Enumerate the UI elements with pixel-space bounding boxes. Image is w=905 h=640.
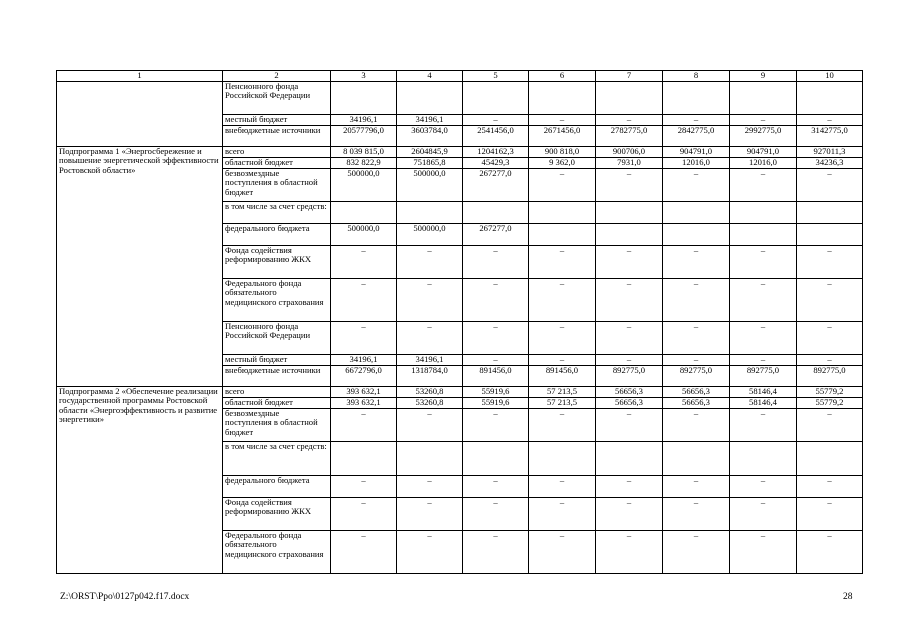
value-cell: 892775,0	[596, 366, 663, 387]
funding-source-cell: всего	[223, 387, 331, 398]
value-cell: –	[797, 476, 863, 498]
value-cell: –	[596, 246, 663, 279]
value-cell: 34196,1	[331, 355, 397, 366]
value-cell: 500000,0	[331, 169, 397, 202]
value-cell: –	[463, 409, 529, 442]
value-cell: 57 213,5	[529, 398, 596, 409]
table-row	[57, 387, 863, 398]
funding-source-cell: областной бюджет	[223, 398, 331, 409]
value-cell: 55779,2	[797, 387, 863, 398]
table-row	[57, 82, 863, 115]
value-cell: 34196,1	[397, 355, 463, 366]
value-cell: –	[797, 498, 863, 531]
value-cell: 2992775,0	[730, 126, 797, 147]
column-header-4: 4	[397, 71, 463, 82]
value-cell: 904791,0	[663, 147, 730, 158]
value-cell: 20577796,0	[331, 126, 397, 147]
funding-source-cell: всего	[223, 147, 331, 158]
value-cell: 751865,8	[397, 158, 463, 169]
value-cell	[663, 202, 730, 224]
value-cell: –	[529, 531, 596, 574]
value-cell: –	[463, 279, 529, 322]
page-number: 28	[843, 592, 853, 602]
funding-source-cell: федерального бюджета	[223, 476, 331, 498]
value-cell: –	[331, 322, 397, 355]
funding-source-cell: Фонда содействия реформированию ЖКХ	[223, 246, 331, 279]
value-cell: –	[663, 279, 730, 322]
table-body	[57, 82, 863, 574]
value-cell: –	[331, 476, 397, 498]
value-cell: 393 632,1	[331, 387, 397, 398]
value-cell	[463, 82, 529, 115]
value-cell: 8 039 815,0	[331, 147, 397, 158]
header-row	[57, 71, 863, 82]
value-cell: –	[797, 115, 863, 126]
value-cell	[463, 202, 529, 224]
budget-table	[56, 70, 863, 574]
funding-source-cell: Федерального фонда обязательного медицинского страхования	[223, 279, 331, 322]
value-cell: –	[797, 279, 863, 322]
value-cell: –	[463, 498, 529, 531]
value-cell: –	[463, 476, 529, 498]
value-cell: –	[331, 279, 397, 322]
value-cell: 500000,0	[331, 224, 397, 246]
funding-source-cell: внебюджетные источники	[223, 366, 331, 387]
value-cell: –	[730, 169, 797, 202]
value-cell	[397, 442, 463, 476]
value-cell: 56656,3	[663, 398, 730, 409]
column-header-6: 6	[529, 71, 596, 82]
funding-source-cell: областной бюджет	[223, 158, 331, 169]
value-cell: –	[397, 246, 463, 279]
value-cell: 53260,8	[397, 387, 463, 398]
value-cell: 34196,1	[331, 115, 397, 126]
value-cell	[730, 442, 797, 476]
value-cell: 892775,0	[663, 366, 730, 387]
value-cell: –	[596, 531, 663, 574]
value-cell: 45429,3	[463, 158, 529, 169]
value-cell: –	[663, 498, 730, 531]
value-cell: –	[797, 246, 863, 279]
value-cell: 12016,0	[663, 158, 730, 169]
value-cell: –	[529, 498, 596, 531]
value-cell: –	[730, 498, 797, 531]
value-cell	[397, 82, 463, 115]
value-cell: –	[663, 115, 730, 126]
program-name-cell: Подпрограмма 1 «Энергосбережение и повышение энергетической эффективности Ростовской области»	[57, 147, 223, 387]
column-header-2: 2	[223, 71, 331, 82]
value-cell: –	[730, 531, 797, 574]
value-cell: 1204162,3	[463, 147, 529, 158]
value-cell: 55919,6	[463, 387, 529, 398]
value-cell: –	[397, 322, 463, 355]
value-cell	[596, 224, 663, 246]
value-cell: 1318784,0	[397, 366, 463, 387]
value-cell: –	[730, 409, 797, 442]
program-name-cell	[57, 82, 223, 147]
funding-source-cell: внебюджетные источники	[223, 126, 331, 147]
value-cell: –	[730, 355, 797, 366]
value-cell: 55919,6	[463, 398, 529, 409]
value-cell: –	[331, 498, 397, 531]
value-cell: 267277,0	[463, 169, 529, 202]
value-cell: 892775,0	[797, 366, 863, 387]
value-cell: –	[797, 355, 863, 366]
column-header-1: 1	[57, 71, 223, 82]
value-cell: –	[596, 498, 663, 531]
value-cell: –	[730, 322, 797, 355]
value-cell	[397, 202, 463, 224]
table-row	[57, 147, 863, 158]
funding-source-cell: Пенсионного фонда Российской Федерации	[223, 82, 331, 115]
value-cell: 2604845,9	[397, 147, 463, 158]
value-cell: 2541456,0	[463, 126, 529, 147]
value-cell: 9 362,0	[529, 158, 596, 169]
value-cell: –	[730, 476, 797, 498]
value-cell	[529, 202, 596, 224]
value-cell: –	[596, 409, 663, 442]
value-cell: 12016,0	[730, 158, 797, 169]
value-cell: 904791,0	[730, 147, 797, 158]
value-cell: 891456,0	[463, 366, 529, 387]
value-cell: –	[529, 355, 596, 366]
column-header-5: 5	[463, 71, 529, 82]
value-cell: –	[529, 246, 596, 279]
value-cell	[331, 442, 397, 476]
value-cell: –	[529, 115, 596, 126]
value-cell: –	[529, 476, 596, 498]
value-cell: 891456,0	[529, 366, 596, 387]
value-cell	[596, 202, 663, 224]
value-cell: –	[797, 409, 863, 442]
value-cell	[663, 442, 730, 476]
value-cell: –	[463, 322, 529, 355]
value-cell: –	[663, 322, 730, 355]
value-cell: 3142775,0	[797, 126, 863, 147]
value-cell	[663, 224, 730, 246]
value-cell: –	[529, 279, 596, 322]
value-cell	[331, 82, 397, 115]
column-header-9: 9	[730, 71, 797, 82]
value-cell: 56656,3	[596, 398, 663, 409]
funding-source-cell: местный бюджет	[223, 115, 331, 126]
value-cell: 900 818,0	[529, 147, 596, 158]
funding-source-cell: Пенсионного фонда Российской Федерации	[223, 322, 331, 355]
funding-source-cell: Фонда содействия реформированию ЖКХ	[223, 498, 331, 531]
value-cell: 56656,3	[663, 387, 730, 398]
value-cell: –	[663, 169, 730, 202]
document-path: Z:\ORST\Ppo\0127p042.f17.docx	[60, 592, 190, 602]
value-cell: –	[797, 531, 863, 574]
value-cell: –	[797, 322, 863, 355]
value-cell: –	[397, 279, 463, 322]
value-cell	[730, 224, 797, 246]
funding-source-cell: Федерального фонда обязательного медицинского страхования	[223, 531, 331, 574]
value-cell: –	[463, 115, 529, 126]
value-cell: –	[730, 279, 797, 322]
value-cell: 2671456,0	[529, 126, 596, 147]
program-name-cell: Подпрограмма 2 «Обеспечение реализации государственной программы Ростовской области «Энергоэффективность и развитие энергетики»	[57, 387, 223, 574]
value-cell: –	[331, 531, 397, 574]
value-cell	[797, 82, 863, 115]
value-cell: –	[529, 169, 596, 202]
funding-source-cell: федерального бюджета	[223, 224, 331, 246]
value-cell: –	[596, 476, 663, 498]
value-cell: –	[596, 355, 663, 366]
value-cell: –	[397, 531, 463, 574]
value-cell	[663, 82, 730, 115]
value-cell: 3603784,0	[397, 126, 463, 147]
value-cell: –	[463, 531, 529, 574]
funding-source-cell: местный бюджет	[223, 355, 331, 366]
value-cell: –	[331, 246, 397, 279]
value-cell: –	[663, 409, 730, 442]
value-cell	[596, 442, 663, 476]
value-cell: 2782775,0	[596, 126, 663, 147]
value-cell: –	[463, 246, 529, 279]
value-cell: 927011,3	[797, 147, 863, 158]
value-cell: 500000,0	[397, 169, 463, 202]
value-cell: –	[596, 322, 663, 355]
value-cell: –	[397, 498, 463, 531]
value-cell: 53260,8	[397, 398, 463, 409]
column-header-3: 3	[331, 71, 397, 82]
value-cell: –	[529, 409, 596, 442]
value-cell: –	[663, 355, 730, 366]
value-cell: –	[797, 169, 863, 202]
value-cell: –	[596, 169, 663, 202]
value-cell	[331, 202, 397, 224]
value-cell	[730, 82, 797, 115]
value-cell	[797, 202, 863, 224]
value-cell	[596, 82, 663, 115]
value-cell: 34236,3	[797, 158, 863, 169]
value-cell: 393 632,1	[331, 398, 397, 409]
value-cell: –	[331, 409, 397, 442]
value-cell: 55779,2	[797, 398, 863, 409]
value-cell: –	[730, 115, 797, 126]
value-cell: 832 822,9	[331, 158, 397, 169]
value-cell	[529, 442, 596, 476]
value-cell: –	[529, 322, 596, 355]
value-cell	[797, 224, 863, 246]
value-cell: –	[397, 409, 463, 442]
funding-source-cell: в том числе за счет средств:	[223, 202, 331, 224]
value-cell: 2842775,0	[663, 126, 730, 147]
value-cell: 892775,0	[730, 366, 797, 387]
funding-source-cell: безвозмездные поступления в областной бюджет	[223, 409, 331, 442]
funding-source-cell: в том числе за счет средств:	[223, 442, 331, 476]
value-cell: –	[730, 246, 797, 279]
value-cell: 58146,4	[730, 387, 797, 398]
value-cell: –	[397, 476, 463, 498]
value-cell	[529, 82, 596, 115]
value-cell: –	[663, 246, 730, 279]
value-cell: 900706,0	[596, 147, 663, 158]
column-header-7: 7	[596, 71, 663, 82]
value-cell	[529, 224, 596, 246]
value-cell: 500000,0	[397, 224, 463, 246]
value-cell: 34196,1	[397, 115, 463, 126]
value-cell	[463, 442, 529, 476]
value-cell: 57 213,5	[529, 387, 596, 398]
value-cell: –	[663, 531, 730, 574]
value-cell: 7931,0	[596, 158, 663, 169]
value-cell: –	[596, 115, 663, 126]
value-cell: –	[463, 355, 529, 366]
value-cell: 56656,3	[596, 387, 663, 398]
value-cell	[797, 442, 863, 476]
funding-source-cell: безвозмездные поступления в областной бюджет	[223, 169, 331, 202]
column-header-10: 10	[797, 71, 863, 82]
value-cell: –	[596, 279, 663, 322]
value-cell	[730, 202, 797, 224]
value-cell: 267277,0	[463, 224, 529, 246]
column-header-8: 8	[663, 71, 730, 82]
value-cell: 58146,4	[730, 398, 797, 409]
value-cell: –	[663, 476, 730, 498]
value-cell: 6672796,0	[331, 366, 397, 387]
